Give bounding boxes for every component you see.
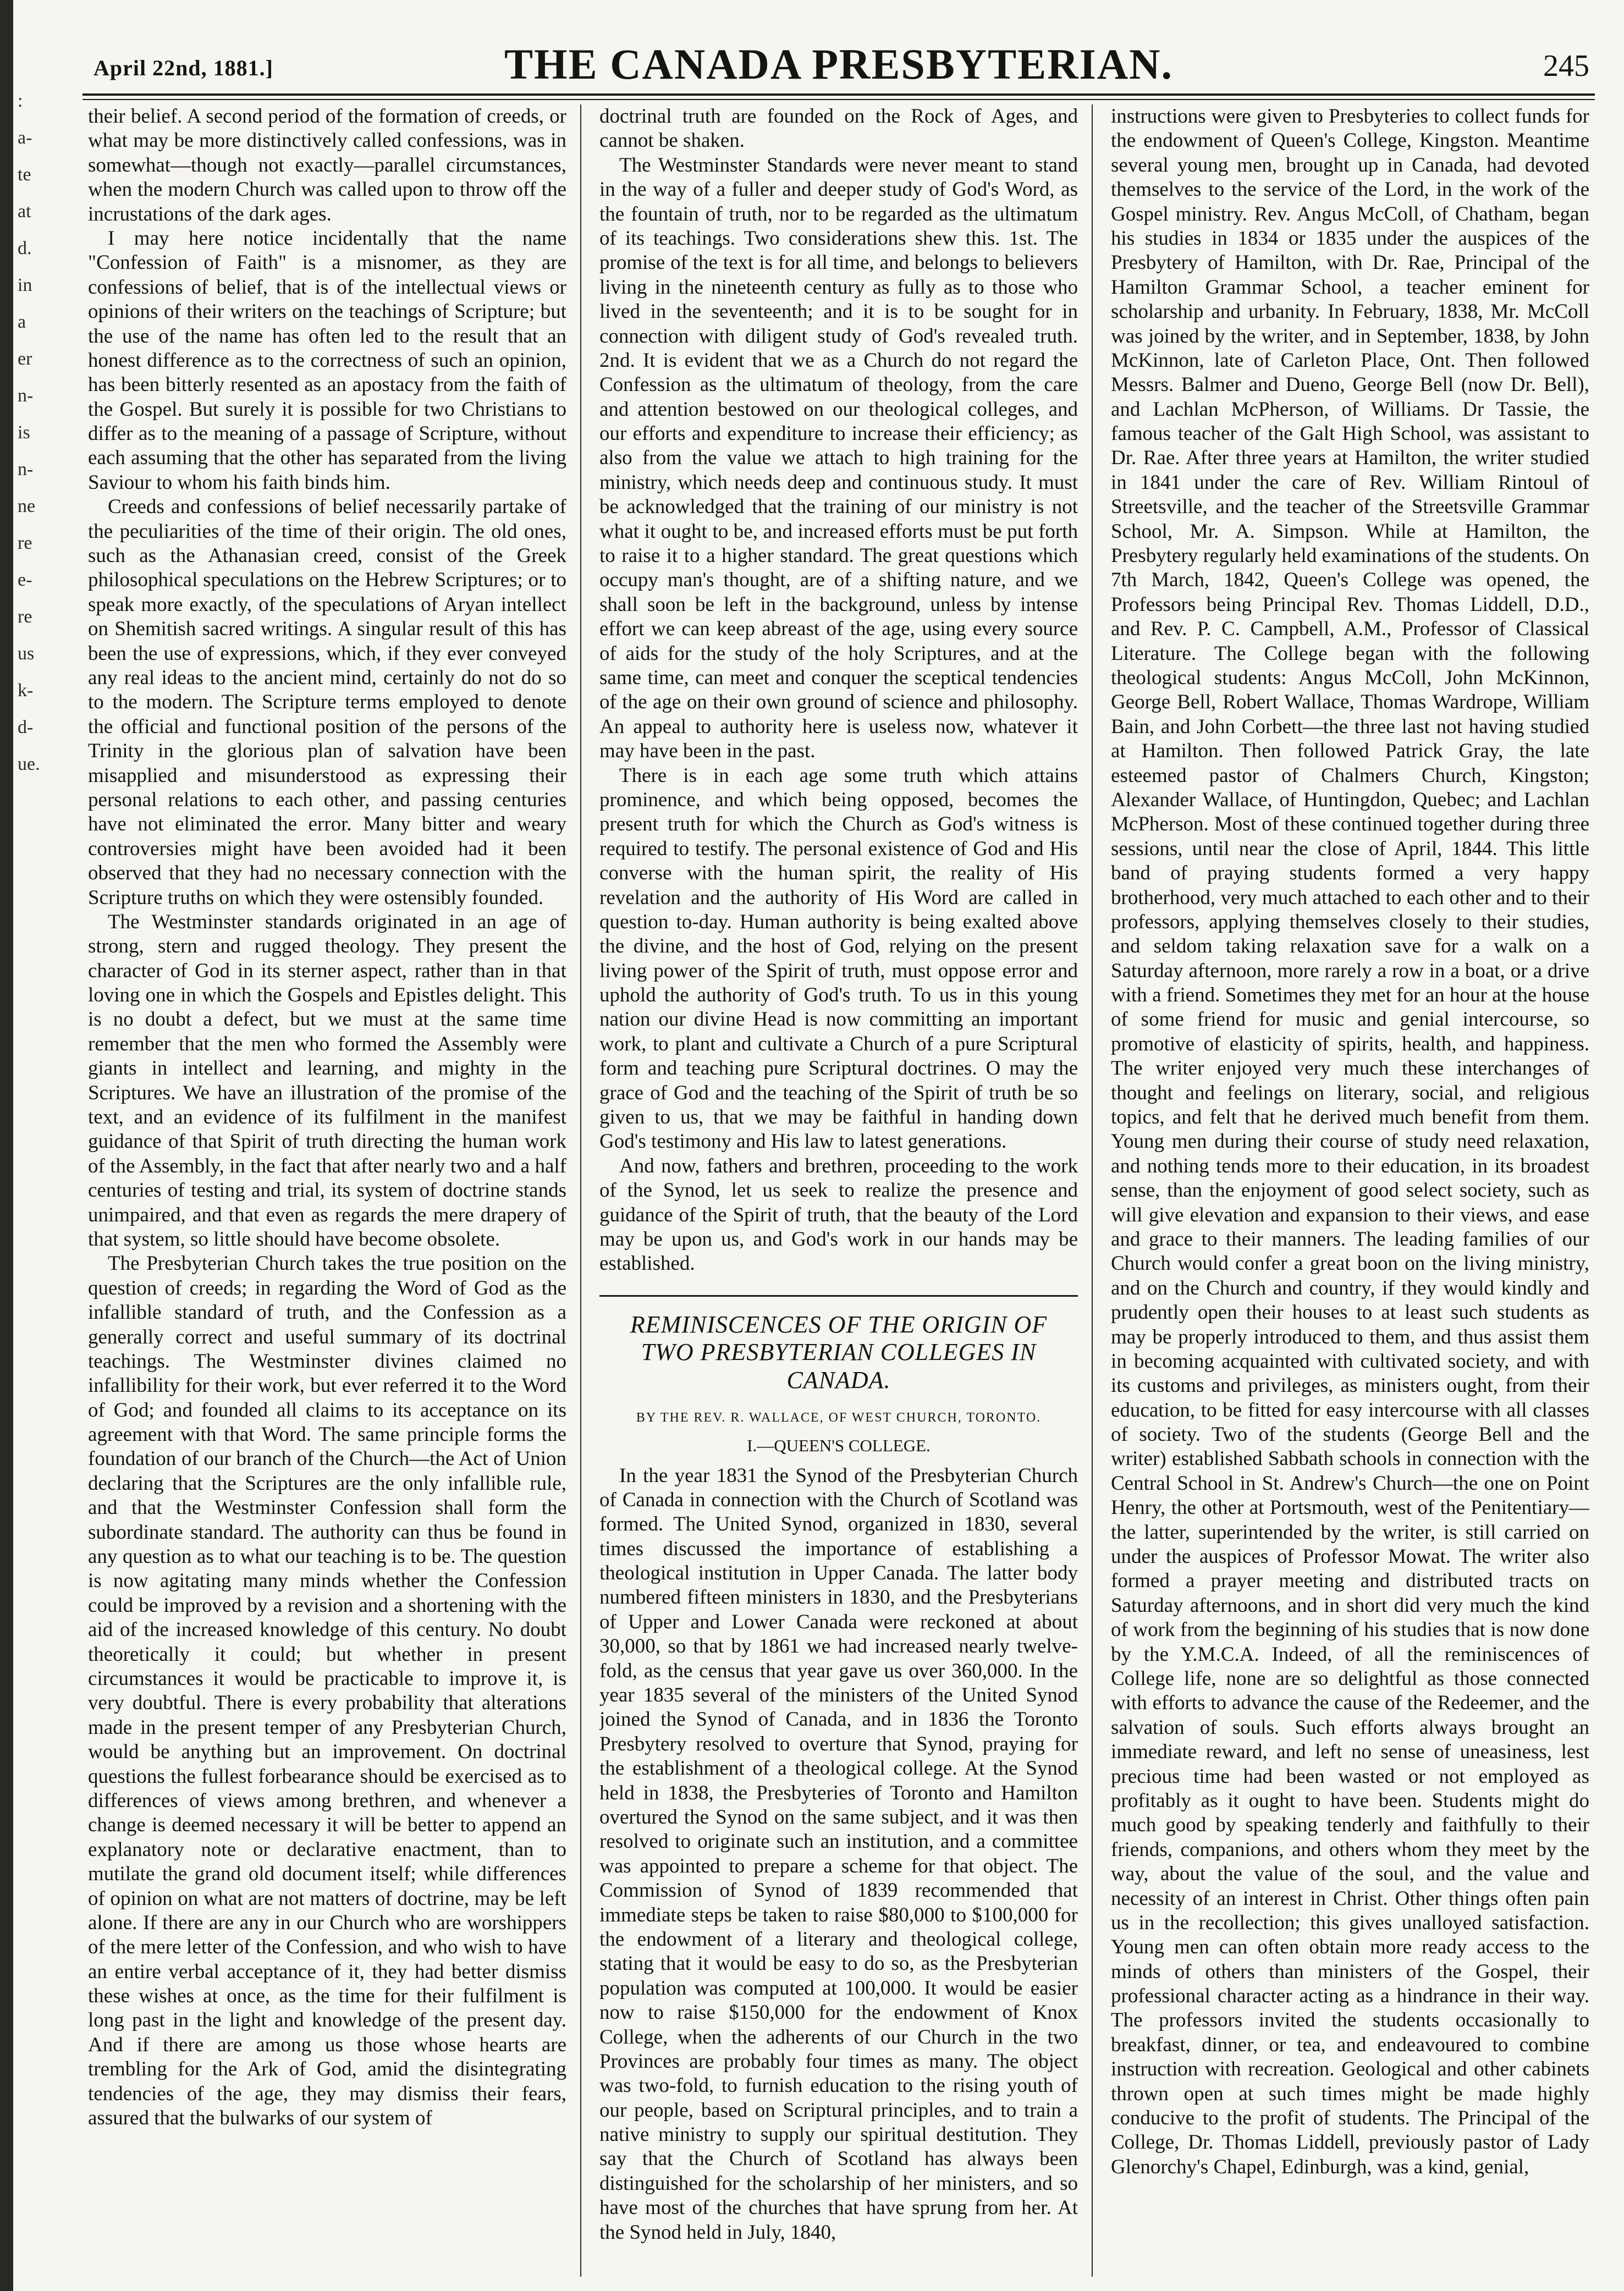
- issue-date: April 22nd, 1881.]: [93, 56, 273, 80]
- masthead-rule: [82, 99, 1595, 100]
- adjacent-page-bleed-text: : a- te at d. in a er n- is n- ne re e- re us k- d- ue.: [18, 91, 40, 774]
- column-1: [88, 104, 566, 2277]
- article-columns: [82, 104, 1595, 2277]
- paragraph: doctrinal truth are founded on the Rock of Ages, and cannot be shaken.: [599, 105, 1078, 152]
- page-number: 245: [1543, 49, 1589, 83]
- column-divider: [580, 104, 581, 2277]
- paragraph: There is in each age some truth which attains prominence, and which being opposed, becomes the present truth for which the Church as God's witness is required to testify. The personal existence of God and His converse with the human spirit, the reality of His revelation and the authority of His Word are called in question to-day. Human authority is being exalted above the divine, and the host of God, relying on the present living power of the Spirit of truth, must oppose error and uphold the authority of God's truth. To us in this young nation our divine Head is now committing an important work, to plant and cultivate a Church of a pure Scriptural form and teaching pure Scriptural doctrines. O may the grace of God and the teaching of the Spirit of truth be so given to us, that we may be faithful in handing down God's testimony and His law to latest generations.: [599, 764, 1078, 1153]
- paragraph: The Westminster Standards were never meant to stand in the way of a fuller and deeper study of God's Word, as the fountain of truth, nor to be regarded as the ultimatum of its teachings. Two considerations shew this. 1st. The promise of the text is for all time, and belongs to believers living in the nineteenth century as fully as to those who lived in the seventeenth; and it is to be sought for in connection with diligent study of God's revealed truth. 2nd. It is evident that we as a Church do not regard the Confession as the ultimatum of theology, from the care and attention bestowed on our theological colleges, and our efforts and expenditure to increase their efficiency; as also from the value we attach to high training for the ministry, which needs deep and continuous study. It must be acknowledged that the training of our ministry is not what it ought to be, and increased efforts must be put forth to raise it to a higher standard. The great questions which occupy man's thought, are of a shifting nature, and we shall soon be left in the background, unless by intense effort we can keep abreast of the age, using every source of aids for the study of the holy Scriptures, and at the same time, can meet and conquer the sceptical tendencies of the age on their own ground of science and philosophy. An appeal to authority here is useless now, whatever it may have been in the past.: [599, 153, 1078, 763]
- column-2: [599, 104, 1078, 2277]
- article-subheading: I.—QUEEN'S COLLEGE.: [747, 1436, 931, 1456]
- paragraph: I may here notice incidentally that the name "Confession of Faith" is a misnomer, as they are confessions of belief, that is of the intellectual views or opinions of their writers on the teachings of Scripture; but the use of the name has often led to the result that an honest difference as to the correctness of such an opinion, has been bitterly resented as an apostacy from the faith of the Gospel. But surely it is possible for two Christians to differ as to the meaning of a passage of Scripture, without each assuming that the other has separated from the living Saviour to whom his faith binds him.: [88, 227, 566, 494]
- column-3: [1111, 104, 1589, 2277]
- paragraph: instructions were given to Presbyteries to collect funds for the endowment of Queen's College, Kingston. Meantime several young men, brought up in Canada, had devoted themselves to the service of the Lord, in the work of the Gospel ministry. Rev. Angus McColl, of Chatham, began his studies in 1834 or 1835 under the auspices of the Presbytery of Hamilton, with Dr. Rae, Principal of the Hamilton Grammar School, a teacher eminent for scholarship and urbanity. In February, 1838, Mr. McColl was joined by the writer, and in September, 1838, by John McKinnon, late of Carleton Place, Ont. Then followed Messrs. Balmer and Dueno, George Bell (now Dr. Bell), and Lachlan McPherson, of Williams. Dr Tassie, the famous teacher of the Galt High School, was assistant to Dr. Rae. After three years at Hamilton, the writer studied in 1841 under the care of Rev. William Rintoul of Streetsville, and the teacher of the Streetsville Grammar School, Mr. A. Simpson. While at Hamilton, the Presbytery regularly held examinations of the students. On 7th March, 1842, Queen's College was opened, the Professors being Principal Rev. Thomas Liddell, D.D., and Rev. P. C. Campbell, A.M., Professor of Classical Literature. The College began with the following theological students: Angus McColl, John McKinnon, George Bell, Robert Wallace, Thomas Wardrope, William Bain, and John Corbett—the three last not having studied at Hamilton. Then followed Patrick Gray, the late esteemed pastor of Chalmers Church, Kingston; Alexander Wallace, of Huntingdon, Quebec; and Lachlan McPherson. Most of these continued together during three sessions, until near the close of April, 1844. This little band of praying students formed a very happy brotherhood, very much attached to each other and to their professors, applying themselves closely to their studies, and seldom taking relaxation save for a walk on a Saturday afternoon, more rarely a row in a boat, or a drive with a friend. Sometimes they met for an hour at the house of some friend for music and genial intercourse, so promotive of elasticity of spirits, health, and happiness. The writer enjoyed very much these interchanges of thought and feelings on literary, social, and religious topics, and felt that he derived much benefit from them. Young men during their course of study need relaxation, and nothing tends more to their education, in its broadest sense, than the enjoyment of good select society, such as will give elevation and expansion to their views, and ease and grace to their manners. The leading families of our Church would confer a great boon on the living ministry, and on the Church and country, if they would kindly and prudently open their houses to at least such students as may be properly introduced to them, and thus assist them in becoming acquainted with cultivated society, and with its customs and privileges, as ministers ought, from their education, to be fitted for easy intercourse with all classes of society. Two of the students (George Bell and the writer) established Sabbath schools in connection with the Central School in St. Andrew's Church—the one on Point Henry, the other at Portsmouth, west of the Penitentiary—the latter, superintended by the writer, is still carried on under the auspices of Professor Mowat. The writer also formed a prayer meeting and distributed tracts on Saturday afternoons, and in short did very much the kind of work from the beginning of his studies that is now done by the Y.M.C.A. Indeed, of all the reminiscences of College life, none are so delightful as those connected with efforts to advance the cause of the Redeemer, and the salvation of souls. Such efforts always brought an immediate reward, and left no sense of uneasiness, lest precious time had been wasted or not employed as profitably as it ought to have been. Students might do much good by speaking tenderly and faithfully to their friends, companions, and others whom they meet by the way, about the value of the soul, and the value and necessity of an interest in Christ. Other things often pain us in the recollection; this gives unalloyed satisfaction. Young men can often obtain more ready access to the minds of others than ministers of the Gospel, their professional character acting as a hindrance in their way. The professors invited the students occasionally to breakfast, dinner, or tea, and endeavoured to combine instruction with recreation. Geological and other cabinets thrown open at such times might be made highly conducive to the profit of students. The Principal of the College, Dr. Thomas Liddell, previously pastor of Lady Glenorchy's Chapel, Edinburgh, was a kind, genial,: [1111, 105, 1589, 2178]
- section-rule: [599, 1295, 1078, 1297]
- masthead: [82, 33, 1595, 96]
- paragraph: their belief. A second period of the formation of creeds, or what may be more distinctively called confessions, was in somewhat—though not exactly—parallel circumstances, when the modern Church was called upon to throw off the incrustations of the dark ages.: [88, 105, 566, 225]
- newspaper-page: [82, 33, 1595, 2277]
- paragraph: Creeds and confessions of belief necessarily partake of the peculiarities of the time of their origin. The old ones, such as the Athanasian creed, consist of the Greek philosophical speculations on the Hebrew Scriptures; or to speak more exactly, of the speculations of Aryan intellect on Shemitish sacred writings. A singular result of this has been the use of expressions, which, if they ever conveyed any real ideas to the ancient mind, certainly do not do so to the modern. The Scripture terms employed to denote the official and functional position of the persons of the Trinity in the glorious plan of salvation have been misapplied and misunderstood as expressing their personal relations to each other, and passing centuries have not eliminated the error. Many bitter and weary controversies might have been avoided had it been observed that they had no necessary connection with the Scripture truths on which they were ostensibly founded.: [88, 495, 566, 909]
- paragraph: In the year 1831 the Synod of the Presbyterian Church of Canada in connection with the Church of Scotland was formed. The United Synod, organized in 1830, several times discussed the importance of establishing a theological institution in Upper Canada. The latter body numbered fifteen ministers in 1830, and the Presbyterians of Upper and Lower Canada were reckoned at about 30,000, so that by 1861 we had increased nearly twelve-fold, as the census that year gave us over 360,000. In the year 1835 several of the ministers of the United Synod joined the Synod of Canada, and in 1836 the Toronto Presbytery resolved to overture that Synod, praying for the establishment of a theological college. At the Synod held in 1838, the Presbyteries of Toronto and Hamilton overtured the Synod on the same subject, and it was then resolved to originate such an institution, and a committee was appointed to prepare a scheme for that object. The Commission of Synod of 1839 recommended that immediate steps be taken to raise $80,000 to $100,000 for the endowment of a literary and theological college, stating that it would be easy to do so, as the Presbyterian population was computed at 100,000. It would be easier now to raise $150,000 for the endowment of Knox College, when the adherents of our Church in the two Provinces are probably four times as many. The object was two-fold, to furnish education to the rising youth of our people, based on Scriptural principles, and to train a native ministry to supply our spiritual destitution. They say that the Church of Scotland has always been distinguished for the scholarship of her ministers, and so have most of the churches that have sprung from her. At the Synod held in July, 1840,: [599, 1464, 1078, 2244]
- paragraph: The Westminster standards originated in an age of strong, stern and rugged theology. They present the character of God in its sterner aspect, rather than in that loving one in which the Gospels and Epistles delight. This is no doubt a defect, but we must at the same time remember that the men who formed the Assembly were giants in intellect and learning, and mighty in the Scriptures. We have an illustration of the promise of the text, and an evidence of its fulfilment in the manifest guidance of that Spirit of truth directing the human work of the Assembly, in the fact that after nearly two and a half centuries of testing and trial, its system of doctrine stands unimpaired, and that even as regards the mere drapery of that system, so little should have become obsolete.: [88, 910, 566, 1251]
- paragraph: And now, fathers and brethren, proceeding to the work of the Synod, let us seek to realize the presence and guidance of the Spirit of truth, that the beauty of the Lord may be upon us, and God's work in our hands may be established.: [599, 1154, 1078, 1275]
- article-byline: BY THE REV. R. WALLACE, OF WEST CHURCH, TORONTO.: [636, 1410, 1042, 1425]
- column-divider: [1092, 104, 1093, 2277]
- paragraph: The Presbyterian Church takes the true position on the question of creeds; in regarding the Word of God as the infallible standard of truth, and the Confession as a generally correct and useful summary of its doctrinal teachings. The Westminster divines claimed no infallibility for their work, but ever referred it to the Word of God; and founded all claims to its acceptance on its agreement with that Word. The same principle forms the foundation of our branch of the Church—the Act of Union declaring that the Scriptures are the only infallible rule, and that the Westminster Confession shall form the subordinate standard. The authority can thus be found in any question as to what our teaching is to be. The question is now agitating many minds whether the Confession could be improved by a revision and a shortening with the aid of the increased knowledge of this century. No doubt theoretically it could; but whether in present circumstances it would be practicable to improve it, is very doubtful. There is every probability that alterations made in the present temper of any Presbyterian Church, would be anything but an improvement. On doctrinal questions the fullest forbearance should be exercised as to differences of views among brethren, and whenever a change is deemed necessary it will be better to append an explanatory note or declarative enactment, than to mutilate the grand old document itself; while differences of opinion on what are not matters of doctrine, may be left alone. If there are any in our Church who are worshippers of the mere letter of the Confession, and who wish to have an entire verbal acceptance of it, they had better dismiss these wishes at once, as the time for their fulfilment is long past in the light and knowledge of the present day. And if there are among us those whose hearts are trembling for the Ark of God, amid the disintegrating tendencies of the age, they may dismiss their fears, assured that the bulwarks of our system of: [88, 1252, 566, 2130]
- newspaper-title: THE CANADA PRESBYTERIAN.: [504, 40, 1174, 88]
- page-edge-shadow: [0, 0, 13, 2291]
- article-heading: REMINISCENCES OF THE ORIGIN OF TWO PRESBYTERIAN COLLEGES IN CANADA.: [630, 1310, 1048, 1394]
